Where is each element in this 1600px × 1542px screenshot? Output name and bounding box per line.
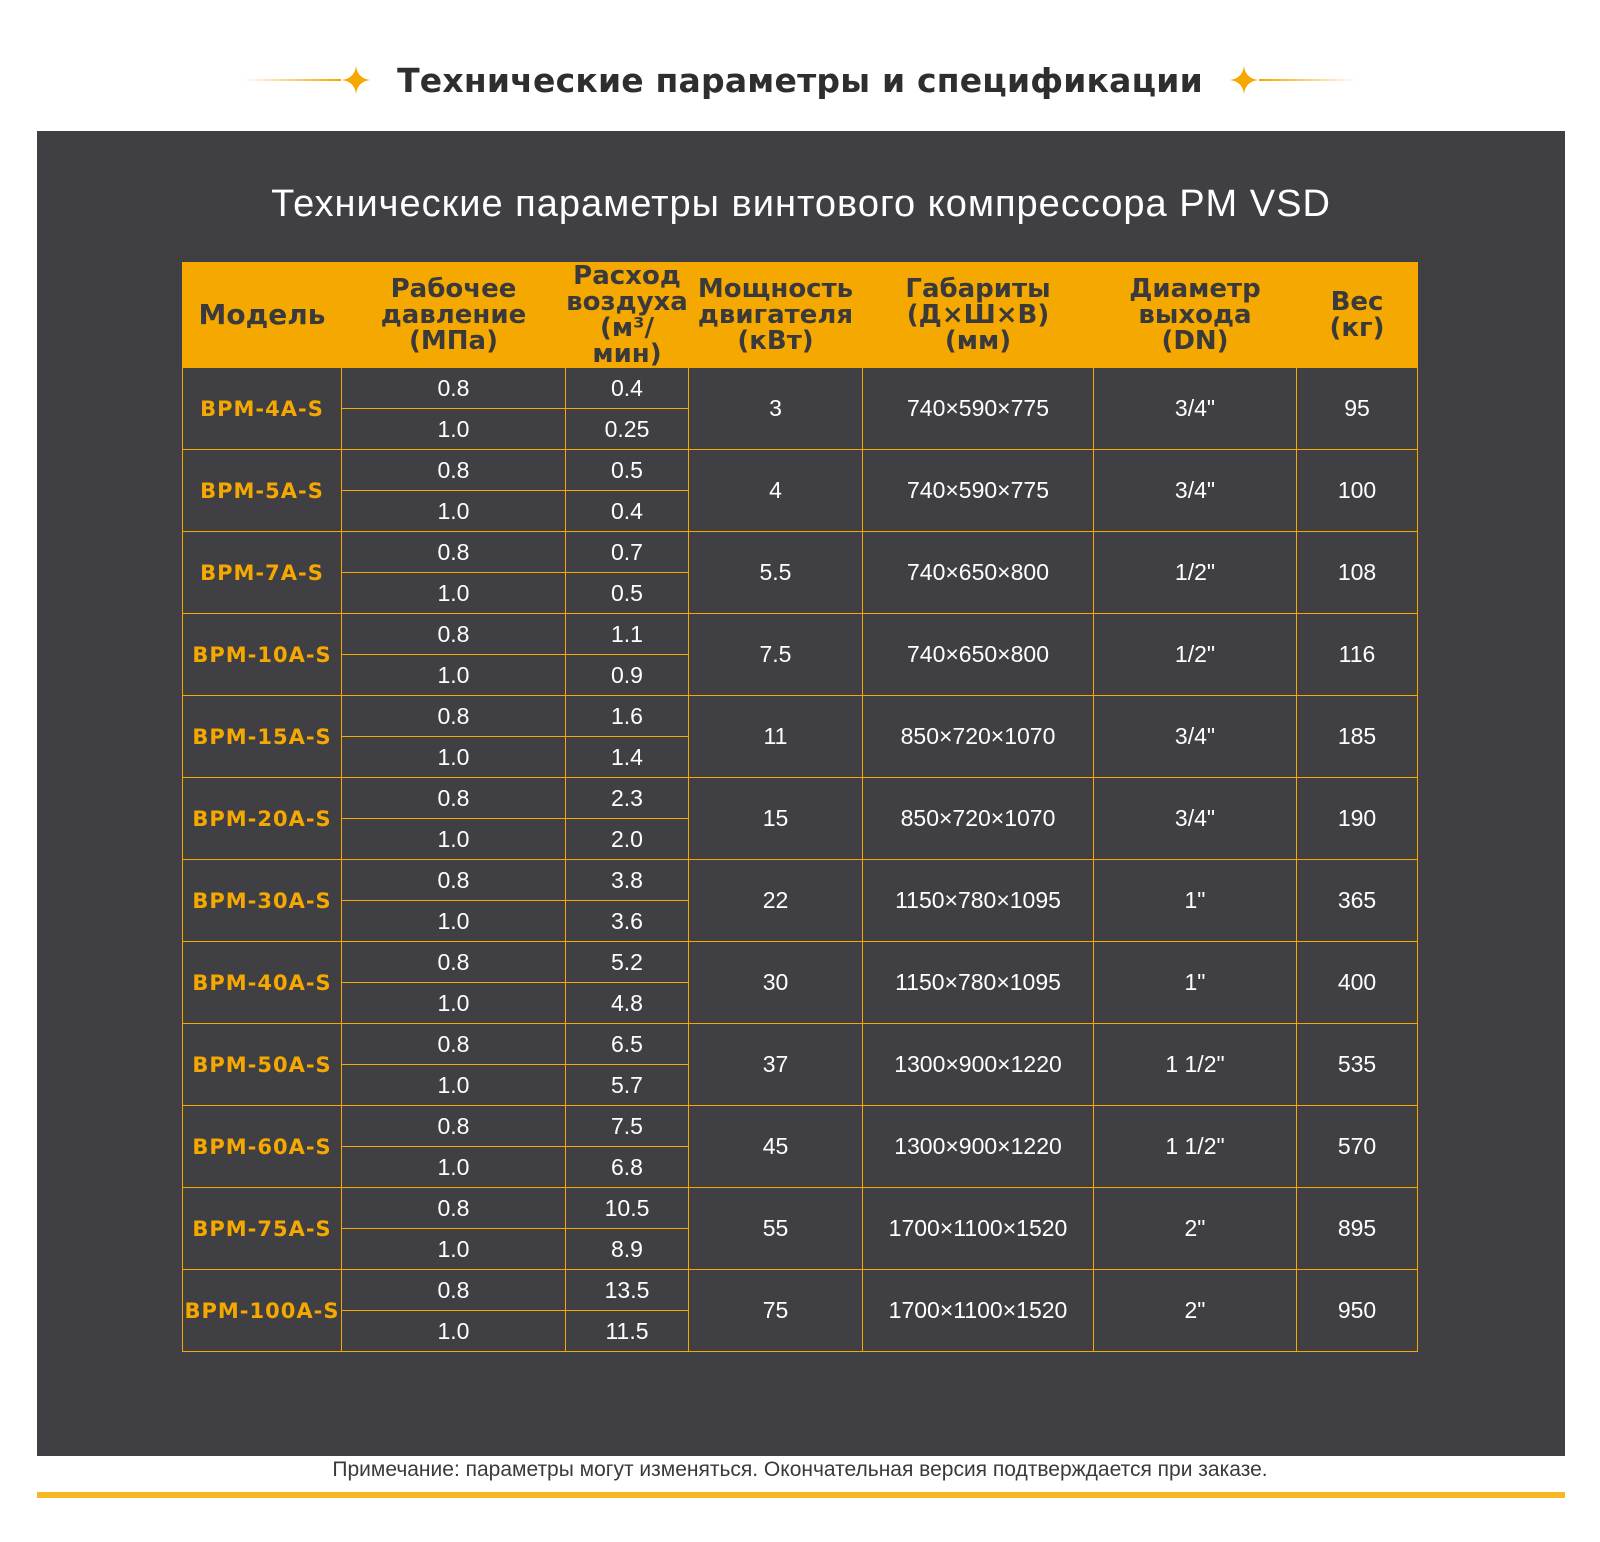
column-header-line: выхода — [1138, 300, 1252, 330]
weight-cell: 108 — [1297, 532, 1418, 614]
airflow-cell: 2.0 — [566, 819, 689, 860]
pressure-cell: 0.8 — [342, 696, 566, 737]
airflow-cell: 0.4 — [566, 491, 689, 532]
column-header-line: (DN) — [1161, 326, 1229, 356]
airflow-cell: 13.5 — [566, 1270, 689, 1311]
dimensions-cell: 1300×900×1220 — [863, 1106, 1094, 1188]
outlet-diameter-cell: 1 1/2" — [1094, 1024, 1297, 1106]
column-header — [689, 263, 863, 368]
spec-panel — [37, 131, 1565, 1456]
dimensions-cell: 850×720×1070 — [863, 778, 1094, 860]
airflow-cell: 10.5 — [566, 1188, 689, 1229]
model-cell: BPM-30A-S — [183, 860, 342, 942]
column-header-line: давление — [380, 300, 527, 330]
weight-cell: 950 — [1297, 1270, 1418, 1352]
pressure-cell: 1.0 — [342, 819, 566, 860]
weight-cell: 95 — [1297, 368, 1418, 450]
weight-cell: 400 — [1297, 942, 1418, 1024]
model-cell: BPM-5A-S — [183, 450, 342, 532]
dimensions-cell: 740×650×800 — [863, 614, 1094, 696]
column-header — [863, 263, 1094, 368]
pressure-cell: 1.0 — [342, 491, 566, 532]
airflow-cell: 4.8 — [566, 983, 689, 1024]
airflow-cell: 0.9 — [566, 655, 689, 696]
outlet-diameter-cell: 2" — [1094, 1270, 1297, 1352]
weight-cell: 365 — [1297, 860, 1418, 942]
model-cell: BPM-10A-S — [183, 614, 342, 696]
airflow-cell: 0.25 — [566, 409, 689, 450]
column-header-line: (м³/мин) — [592, 313, 662, 369]
weight-cell: 116 — [1297, 614, 1418, 696]
heading-decoration-left — [241, 65, 371, 95]
dimensions-cell: 1150×780×1095 — [863, 942, 1094, 1024]
column-header-line: Расход — [573, 261, 681, 291]
column-header — [342, 263, 566, 368]
table-row — [183, 1024, 1418, 1065]
column-header-line: Габариты — [905, 274, 1051, 304]
table-row — [183, 1188, 1418, 1229]
outlet-diameter-cell: 1" — [1094, 860, 1297, 942]
weight-cell: 895 — [1297, 1188, 1418, 1270]
column-header — [566, 263, 689, 368]
table-row — [183, 696, 1418, 737]
page-heading: Технические параметры и спецификации — [397, 60, 1203, 100]
power-cell: 5.5 — [689, 532, 863, 614]
footnote: Примечание: параметры могут изменяться. Окончательная версия подтверждается при заказе. — [332, 1458, 1268, 1481]
outlet-diameter-cell: 3/4" — [1094, 696, 1297, 778]
pressure-cell: 0.8 — [342, 942, 566, 983]
column-header — [183, 263, 342, 368]
table-body — [183, 368, 1418, 1352]
dimensions-cell: 1700×1100×1520 — [863, 1270, 1094, 1352]
heading-decoration-right — [1229, 65, 1359, 95]
column-header-line: Диаметр — [1129, 274, 1261, 304]
airflow-cell: 0.5 — [566, 573, 689, 614]
pressure-cell: 1.0 — [342, 655, 566, 696]
model-cell: BPM-20A-S — [183, 778, 342, 860]
pressure-cell: 0.8 — [342, 614, 566, 655]
power-cell: 7.5 — [689, 614, 863, 696]
pressure-cell: 0.8 — [342, 532, 566, 573]
airflow-cell: 6.8 — [566, 1147, 689, 1188]
outlet-diameter-cell: 1/2" — [1094, 614, 1297, 696]
spec-table — [182, 262, 1418, 1352]
dimensions-cell: 740×590×775 — [863, 368, 1094, 450]
airflow-cell: 1.6 — [566, 696, 689, 737]
power-cell: 75 — [689, 1270, 863, 1352]
power-cell: 45 — [689, 1106, 863, 1188]
outlet-diameter-cell: 2" — [1094, 1188, 1297, 1270]
column-header-line: Модель — [198, 298, 326, 331]
outlet-diameter-cell: 3/4" — [1094, 368, 1297, 450]
pressure-cell: 1.0 — [342, 409, 566, 450]
power-cell: 30 — [689, 942, 863, 1024]
power-cell: 3 — [689, 368, 863, 450]
airflow-cell: 5.7 — [566, 1065, 689, 1106]
column-header-line: (Д×Ш×В) — [906, 300, 1050, 330]
table-row — [183, 1270, 1418, 1311]
table-row — [183, 368, 1418, 409]
dimensions-cell: 740×590×775 — [863, 450, 1094, 532]
four-point-star-icon — [341, 65, 371, 95]
table-row — [183, 1106, 1418, 1147]
power-cell: 4 — [689, 450, 863, 532]
column-header-line: двигателя — [697, 300, 854, 330]
pressure-cell: 1.0 — [342, 1311, 566, 1352]
airflow-cell: 1.4 — [566, 737, 689, 778]
airflow-cell: 1.1 — [566, 614, 689, 655]
column-header-line: Вес — [1330, 287, 1384, 317]
airflow-cell: 11.5 — [566, 1311, 689, 1352]
weight-cell: 100 — [1297, 450, 1418, 532]
column-header — [1094, 263, 1297, 368]
table-row — [183, 614, 1418, 655]
dimensions-cell: 1300×900×1220 — [863, 1024, 1094, 1106]
column-header-line: (мм) — [944, 326, 1012, 356]
model-cell: BPM-4A-S — [183, 368, 342, 450]
outlet-diameter-cell: 1" — [1094, 942, 1297, 1024]
model-cell: BPM-100A-S — [183, 1270, 342, 1352]
table-row — [183, 942, 1418, 983]
section-heading — [0, 52, 1600, 108]
column-header-line: (кВт) — [737, 326, 814, 356]
column-header-line: Рабочее — [390, 274, 517, 304]
weight-cell: 535 — [1297, 1024, 1418, 1106]
column-header — [1297, 263, 1418, 368]
outlet-diameter-cell: 3/4" — [1094, 778, 1297, 860]
outlet-diameter-cell: 1 1/2" — [1094, 1106, 1297, 1188]
power-cell: 22 — [689, 860, 863, 942]
weight-cell: 185 — [1297, 696, 1418, 778]
pressure-cell: 0.8 — [342, 450, 566, 491]
table-row — [183, 778, 1418, 819]
pressure-cell: 0.8 — [342, 1106, 566, 1147]
model-cell: BPM-75A-S — [183, 1188, 342, 1270]
column-header-line: воздуха — [566, 287, 688, 317]
pressure-cell: 1.0 — [342, 1147, 566, 1188]
airflow-cell: 0.4 — [566, 368, 689, 409]
dimensions-cell: 1700×1100×1520 — [863, 1188, 1094, 1270]
column-header-line: Мощность — [697, 274, 854, 304]
outlet-diameter-cell: 1/2" — [1094, 532, 1297, 614]
airflow-cell: 3.8 — [566, 860, 689, 901]
power-cell: 37 — [689, 1024, 863, 1106]
panel-title: Технические параметры винтового компрессора PM VSD — [271, 183, 1331, 225]
airflow-cell: 0.7 — [566, 532, 689, 573]
outlet-diameter-cell: 3/4" — [1094, 450, 1297, 532]
model-cell: BPM-7A-S — [183, 532, 342, 614]
airflow-cell: 8.9 — [566, 1229, 689, 1270]
pressure-cell: 0.8 — [342, 860, 566, 901]
pressure-cell: 1.0 — [342, 1229, 566, 1270]
airflow-cell: 5.2 — [566, 942, 689, 983]
airflow-cell: 2.3 — [566, 778, 689, 819]
airflow-cell: 0.5 — [566, 450, 689, 491]
pressure-cell: 1.0 — [342, 901, 566, 942]
dimensions-cell: 850×720×1070 — [863, 696, 1094, 778]
column-header-line: (кг) — [1329, 313, 1385, 343]
dimensions-cell: 740×650×800 — [863, 532, 1094, 614]
model-cell: BPM-60A-S — [183, 1106, 342, 1188]
model-cell: BPM-50A-S — [183, 1024, 342, 1106]
airflow-cell: 6.5 — [566, 1024, 689, 1065]
four-point-star-icon — [1229, 65, 1259, 95]
pressure-cell: 0.8 — [342, 1270, 566, 1311]
model-cell: BPM-15A-S — [183, 696, 342, 778]
pressure-cell: 1.0 — [342, 1065, 566, 1106]
column-header-line: (МПа) — [409, 326, 498, 356]
power-cell: 11 — [689, 696, 863, 778]
airflow-cell: 7.5 — [566, 1106, 689, 1147]
airflow-cell: 3.6 — [566, 901, 689, 942]
table-header-row — [183, 263, 1418, 368]
pressure-cell: 1.0 — [342, 983, 566, 1024]
bottom-accent-bar — [37, 1492, 1565, 1498]
pressure-cell: 0.8 — [342, 1024, 566, 1065]
table-row — [183, 860, 1418, 901]
pressure-cell: 1.0 — [342, 737, 566, 778]
table-row — [183, 532, 1418, 573]
pressure-cell: 1.0 — [342, 573, 566, 614]
weight-cell: 570 — [1297, 1106, 1418, 1188]
weight-cell: 190 — [1297, 778, 1418, 860]
pressure-cell: 0.8 — [342, 1188, 566, 1229]
model-cell: BPM-40A-S — [183, 942, 342, 1024]
dimensions-cell: 1150×780×1095 — [863, 860, 1094, 942]
pressure-cell: 0.8 — [342, 778, 566, 819]
pressure-cell: 0.8 — [342, 368, 566, 409]
power-cell: 15 — [689, 778, 863, 860]
power-cell: 55 — [689, 1188, 863, 1270]
table-row — [183, 450, 1418, 491]
